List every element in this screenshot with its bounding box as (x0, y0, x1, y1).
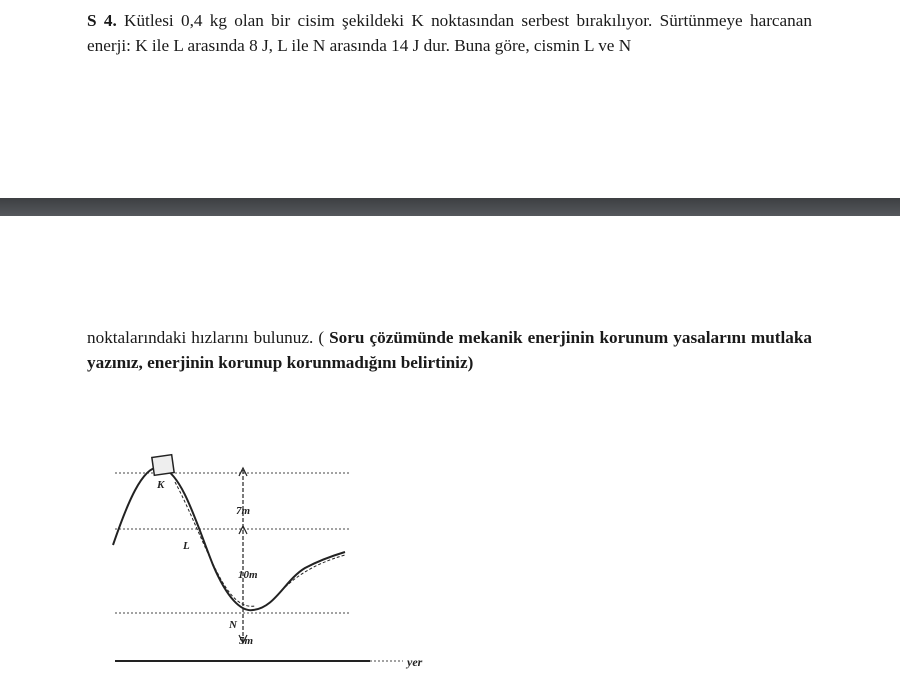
question-intro-text: Kütlesi 0,4 kg olan bir cisim şekildeki K noktasından serbest bırakılıyor. Sürtünmeye harcanan enerji: K ile L arasında 8 J, L ile N arasında 14 J dur. Buna göre, cismin L ve N (87, 11, 812, 55)
question-continuation-paragraph (87, 325, 812, 375)
label-height-top: 7m (236, 505, 251, 517)
track-figure (105, 440, 445, 680)
track-curve (113, 467, 345, 610)
label-point-n: N (229, 619, 237, 631)
question-instruction: Soru çözümünde mekanik enerjinin korunum yasalarını mutlaka yazınız, enerjinin korunup korunmadığını belirtiniz) (87, 328, 813, 372)
question-continuation-text: noktalarındaki hızlarını bulunuz. ( (87, 328, 325, 347)
track-right-edge (275, 555, 345, 598)
block-at-k (152, 455, 174, 476)
label-ground: yer (407, 655, 423, 669)
label-point-l: L (183, 540, 190, 552)
question-number: S 4. (87, 11, 117, 30)
label-point-k: K (157, 479, 165, 491)
label-height-bottom: 5m (239, 635, 254, 647)
page-divider (0, 198, 900, 216)
question-intro-paragraph (87, 8, 812, 58)
label-height-mid: 10m (238, 569, 258, 581)
track-diagram (105, 440, 445, 680)
